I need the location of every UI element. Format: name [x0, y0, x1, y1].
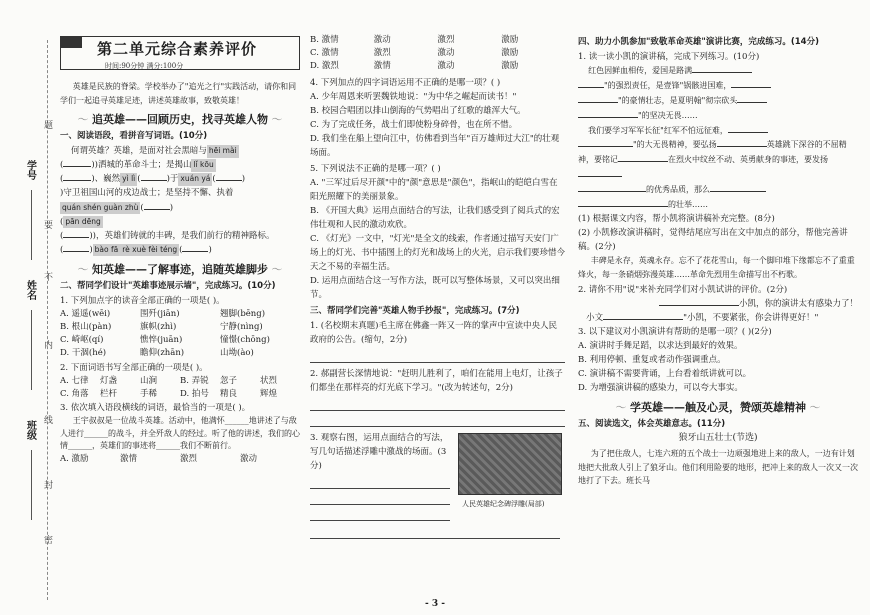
- answer-blank[interactable]: [659, 297, 739, 306]
- option-text[interactable]: C. 演讲稿不需要背诵，上台看着纸讲就可以。: [578, 368, 752, 379]
- option-text[interactable]: C. 《灯光》一文中，"灯光"是全文的线索，作者通过描写天安门广场上的灯光、书中插图上的灯光和战场上的火光，启示我们要珍惜今天之不易的幸福生活。: [310, 233, 566, 272]
- option-text: 灯盏: [100, 375, 118, 386]
- question-text: 4. 下列加点的四字词语运用不正确的是哪一项？( ): [310, 77, 501, 88]
- question-text: 2. 郝副营长深情地说："赶明儿胜利了，咱们在能用上电灯，让孩子们都坐在那样亮的灯光底下学习。"(改为转述句，2分): [310, 369, 563, 394]
- speech-text: 红色因鲜血相传，爱国是路满: [588, 66, 693, 76]
- title-corner-decoration: [60, 36, 82, 48]
- relief-sculpture-image: [458, 433, 562, 495]
- question-text: 1. 读一读小凯的演讲稿，完成下列练习。(10分): [578, 52, 760, 63]
- speech-ending: 丰碑是永存，英魂永存。忘不了花花雪山，每一个脚印堆下缘都忘不了重重烽火，每一条硝烟弥漫英雄……革命先烈用生命描写出不朽歌。: [578, 256, 855, 279]
- answer-blank[interactable]: [578, 79, 604, 88]
- option-row[interactable]: [310, 34, 565, 47]
- option-text: 忽子: [220, 375, 238, 386]
- cut-char: 要: [44, 221, 54, 231]
- speech-text: "的坚决无畏……: [638, 110, 698, 120]
- option-text: 山坳(ào): [220, 348, 254, 359]
- option-text[interactable]: A. 演讲时手舞足蹈，以求达到最好的效果。: [578, 340, 743, 351]
- class-line: [31, 450, 32, 520]
- pinyin-hint: xuán yá: [178, 173, 212, 185]
- option-text: 憧憬(chōng): [220, 335, 270, 346]
- answer-blank[interactable]: [578, 183, 646, 192]
- answer-line[interactable]: [310, 476, 450, 489]
- section-title-text: 追英雄——回顾历史，找寻英雄人物: [92, 113, 268, 127]
- option-text: 手稀: [140, 388, 158, 399]
- answer-line[interactable]: [310, 508, 450, 521]
- option-text: C. 激情: [310, 48, 339, 59]
- answer-blank[interactable]: [182, 243, 208, 252]
- page-title: 第二单元综合素养评价: [97, 40, 258, 58]
- comment-line: [578, 297, 858, 311]
- question-heading: 三、帮同学们完善"英雄人物手抄报"，完成练习。(7分): [310, 305, 520, 316]
- option-text: 围歼(jiān): [140, 308, 180, 319]
- option-text[interactable]: A. 少年周恩来听罢魏铁地说："为中华之崛起而读书！": [310, 91, 517, 102]
- speech-text: 的优秀品质，那么: [646, 184, 710, 194]
- answer-blank[interactable]: [618, 153, 668, 162]
- answer-blank[interactable]: [731, 79, 771, 88]
- option-text[interactable]: C. 为了完成任务，战士们即使粉身碎骨，也在所不惜。: [310, 119, 518, 130]
- speech-text: "的强烈责任，是壹锋"锅骸进国难，: [604, 81, 732, 91]
- student-id-line: [31, 190, 32, 260]
- passage-title: 狼牙山五壮士(节选): [678, 433, 758, 444]
- option-text: D. 干涸(hé): [60, 348, 107, 359]
- cut-char: 内: [44, 341, 54, 351]
- option-text: D. 拍号: [180, 388, 209, 399]
- section-title-text: 学英雄——触及心灵，赞颂英雄精神: [630, 400, 806, 414]
- option-row[interactable]: [60, 375, 300, 388]
- option-text: 瞻仰(zhān): [140, 348, 185, 359]
- cut-char: 题: [44, 121, 54, 131]
- option-row[interactable]: [60, 453, 300, 466]
- section-title: 〜 追英雄——回顾历史，找寻英雄人物 〜: [77, 113, 283, 127]
- option-text: C. 崎岖(qí): [60, 335, 104, 346]
- answer-blank[interactable]: [578, 168, 622, 177]
- answer-line[interactable]: [310, 414, 565, 427]
- option-text: A. 七律: [60, 375, 89, 386]
- option-text: 旗帜(zhì): [140, 322, 177, 332]
- option-text[interactable]: D. 我们坐在船上望向江中，仿佛看到当年"百万雄师过大江"的壮观场面。: [310, 133, 560, 158]
- speaker-name: 小文: [586, 312, 604, 323]
- comment-text: 小凯，你的演讲太有感染力了！: [738, 298, 858, 309]
- option-text: B. 根山(pàn): [60, 322, 112, 332]
- passage-text: (: [60, 216, 64, 227]
- option-text: 激励: [501, 61, 519, 72]
- answer-blank[interactable]: [603, 311, 683, 320]
- answer-blank[interactable]: [63, 172, 91, 181]
- comment-text: "小凯，不要紧张，你会讲得更好！": [683, 312, 819, 323]
- question-text: 1. 下列加点字的读音全部正确的一项是( )。: [60, 295, 225, 306]
- option-row[interactable]: [310, 47, 565, 60]
- question-text: 5. 下列说法不正确的是哪一项？( ): [310, 163, 441, 174]
- option-text: 激情: [120, 454, 138, 465]
- option-row[interactable]: [60, 347, 300, 360]
- column-2: [310, 34, 565, 541]
- reading-passage: 为了把住敌人，七连六班的五个战士一边顽强地进上来的敌人，一边有计划地把大批敌人引上了狼牙山。他们利用险要的地形，把冲上来的敌人一次又一次地打了下去。班长马: [578, 449, 858, 486]
- name-line: [31, 310, 32, 390]
- pinyin-hint: quán shén guàn zhù: [60, 202, 140, 214]
- option-text: 激烈: [180, 454, 198, 465]
- option-row[interactable]: [60, 321, 300, 334]
- question-heading: 一、阅读语段，看拼音写词语。(10分): [60, 131, 208, 142]
- fill-in-passage: 王宇叔叔是一位战斗英雄。活动中，他满怀______地讲述了与敌人进行______的战斗，并全歼敌人的经过。听了他的讲述，我们的心情______，英雄们的事迹将______我们不断前行。: [60, 415, 300, 451]
- answer-line[interactable]: [310, 398, 565, 411]
- answer-blank[interactable]: [710, 183, 766, 192]
- pinyin-passage: 何谓英雄？英雄，是面对社会黑暗与 hēi mài ( ))洒城的革命斗士；是揭山 lǐ kōu ( )、巍然 yì lì ( )于 xuán yá ( ) )守卫祖国山河的戍边战士；是坚持不懈、执着quán shén guàn zhù ( ) ( pān dēng ( ))，英雄们铸就的丰碑，是我们前行的精神路标。 ( ) bào fā rè xuè fèi téng ( ): [60, 146, 275, 255]
- speech-text: "的豪情壮志，是夏明翰"彻宗砍头: [618, 95, 738, 105]
- intro-text: 英雄是民族的脊梁。学校举办了"追光之行"实践活动，请你和同学们一起追寻英雄足迹，讲述英雄故事，致敬英雄！: [60, 82, 297, 105]
- question-heading: 五、阅读选文，体会英雄意志。(11分): [578, 418, 726, 429]
- option-text: 激动: [373, 35, 391, 45]
- pinyin-hint: bào fā: [93, 244, 121, 256]
- option-text[interactable]: D. 运用点面结合这一写作方法，既可以写整体场景，又可以突出细节。: [310, 275, 560, 300]
- answer-line[interactable]: [310, 350, 565, 363]
- option-text: 激励: [501, 35, 519, 45]
- option-text: 激励: [501, 48, 519, 59]
- speech-text: 的壮举……: [668, 199, 708, 209]
- option-text: 激烈: [373, 48, 391, 59]
- option-text: D. 激烈: [310, 61, 339, 72]
- question-heading: 二、帮同学们设计"英雄事迹展示墙"，完成练习。(10分): [60, 280, 276, 291]
- student-id-label: 学号: [24, 160, 36, 180]
- option-text: 激动: [437, 48, 455, 59]
- option-text: 辉煌: [260, 388, 278, 399]
- speech-text: "的大无畏精神，要弘扬: [633, 140, 717, 150]
- option-text[interactable]: B. 《开国大典》运用点面结合的写法，让我们感受到了阅兵式的宏伟壮观和人民的激动欢欣。: [310, 205, 560, 230]
- answer-blank[interactable]: [63, 243, 89, 252]
- image-caption: 人民英雄纪念碑浮雕(局部): [462, 500, 545, 509]
- answer-blank[interactable]: [692, 64, 752, 73]
- option-text: 宁静(nìng): [220, 322, 263, 332]
- option-text: 栏杆: [100, 388, 118, 399]
- question-text: (2) 小凯修改演讲稿时，觉得结尾应写出在文中加点的部分，帮他完善讲稿。(2分): [578, 228, 848, 253]
- answer-line[interactable]: [310, 492, 450, 505]
- question-text: 3. 依次填入语段横线的词语，最恰当的一项是( )。: [60, 402, 251, 413]
- answer-blank[interactable]: [63, 158, 91, 167]
- name-label: 姓名: [24, 280, 36, 300]
- option-text[interactable]: A. "三军过后尽开颜"中的"颜"意思是"颜色"，指岷山的皑皑白雪在阳光照耀下的美丽景象。: [310, 177, 558, 202]
- option-text: 激动: [240, 454, 258, 465]
- pinyin-hint: pān dēng: [63, 216, 102, 228]
- option-text: 山涧: [140, 375, 158, 386]
- option-text: 激烈: [437, 35, 455, 45]
- answer-blank[interactable]: [141, 172, 167, 181]
- pinyin-hint: lǐ kōu: [191, 159, 215, 171]
- answer-blank[interactable]: [578, 109, 638, 118]
- answer-blank[interactable]: [63, 229, 89, 238]
- option-text: 状烈: [260, 375, 278, 386]
- option-text: 憔悴(juān): [140, 335, 183, 346]
- answer-blank[interactable]: [728, 124, 768, 133]
- option-text: 精良: [220, 388, 238, 399]
- binding-margin: [18, 40, 58, 600]
- passage-text: )守卫祖国山河的戍边战士；是坚持不懈、执着: [60, 188, 234, 199]
- cut-char: 封: [44, 481, 54, 491]
- option-text: C. 角落: [60, 388, 89, 399]
- question-text: 1. (名校期末真题)毛主席在佛鑫一阵又一阵的掌声中宣读中央人民政府的公告。(缩句，2分): [310, 321, 557, 346]
- question-text: 3. 观察右图，运用点面结合的写法，写几句话描述浮雕中激战的场面。(3分): [310, 433, 449, 472]
- question-text: 2. 请你不用"说"来补充同学们对小凯试讲的评价。(2分): [578, 284, 788, 295]
- question-text: (1) 根据课文内容，帮小凯将演讲稿补充完整。(8分): [578, 214, 775, 225]
- title-box: [60, 36, 300, 70]
- cut-char: 线: [44, 416, 54, 426]
- option-text: 翘脚(bēng): [220, 308, 266, 319]
- option-text: 激情: [373, 61, 391, 72]
- option-text: 激动: [437, 61, 455, 72]
- option-text[interactable]: D. 为增强演讲稿的感染力，可以夸大事实。: [578, 382, 743, 393]
- option-row[interactable]: [60, 308, 300, 321]
- cut-char: 不: [44, 273, 54, 283]
- passage-text: )，英雄们铸就的丰碑，是我们前行的精神路标。: [92, 230, 275, 241]
- class-label: 班级: [24, 420, 36, 440]
- answer-line[interactable]: [310, 526, 560, 539]
- section-title: 〜 知英雄——了解事迹，追随英雄脚步 〜: [77, 262, 283, 276]
- option-text[interactable]: B. 校园合唱团以排山倒海的气势唱出了红歌的雄浑大气。: [310, 105, 526, 116]
- passage-text: )洒城的革命斗士；是揭山: [94, 160, 192, 171]
- option-row[interactable]: [60, 388, 300, 401]
- answer-blank[interactable]: [144, 201, 170, 210]
- question-text: 2. 下面词语书写全部正确的一项是( )。: [60, 362, 208, 373]
- pinyin-hint: hēi mài: [207, 145, 239, 157]
- picture-question: [310, 431, 565, 541]
- passage-text: 巍然: [103, 174, 121, 185]
- option-text: A. 激励: [60, 454, 89, 465]
- pinyin-hint: yì lì: [120, 173, 137, 185]
- option-text: A. 遥遥(wēi): [60, 308, 111, 319]
- column-3: [578, 34, 858, 488]
- option-row[interactable]: [60, 334, 300, 347]
- comment-line: [578, 311, 858, 325]
- answer-blank[interactable]: [578, 138, 633, 147]
- answer-blank[interactable]: [578, 94, 618, 103]
- section-title-text: 知英雄——了解事迹，追随英雄脚步: [92, 262, 268, 276]
- speech-text: 英雄跳下深谷的不屈精神，要铭记: [578, 140, 847, 165]
- answer-blank[interactable]: [737, 94, 767, 103]
- answer-blank[interactable]: [578, 198, 668, 207]
- question-text: 3. 以下建议对小凯演讲有帮助的是哪一项？( )(2分): [578, 326, 772, 337]
- pinyin-hint: rè xuè fèi téng: [120, 244, 179, 256]
- answer-blank[interactable]: [717, 138, 767, 147]
- option-text: B. 弄锐: [180, 375, 209, 386]
- speech-text: 在烈火中纹丝不动、英勇献身的事迹，要发扬: [668, 155, 828, 165]
- speech-text: 我们要学习军军长征"红军不怕远征难，: [588, 125, 728, 135]
- cut-char: 密: [44, 536, 54, 546]
- option-row[interactable]: [310, 60, 565, 73]
- question-heading: 四、助力小凯参加"致敬革命英雄"演讲比赛，完成练习。(14分): [578, 37, 819, 47]
- answer-blank[interactable]: [216, 172, 242, 181]
- column-1: [60, 30, 300, 466]
- option-text[interactable]: B. 利用停顿、重复或者动作强调重点。: [578, 354, 726, 365]
- speech-draft: [578, 64, 858, 212]
- section-title: 〜 学英雄——触及心灵，赞颂英雄精神 〜: [615, 400, 821, 414]
- passage-text: 何谓英雄？英雄，是面对社会黑暗与: [70, 146, 207, 157]
- page-number: - 3 -: [425, 599, 445, 609]
- option-text: B. 激情: [310, 35, 339, 45]
- time-score-info: 时间:90分钟 满分:100分: [105, 61, 184, 70]
